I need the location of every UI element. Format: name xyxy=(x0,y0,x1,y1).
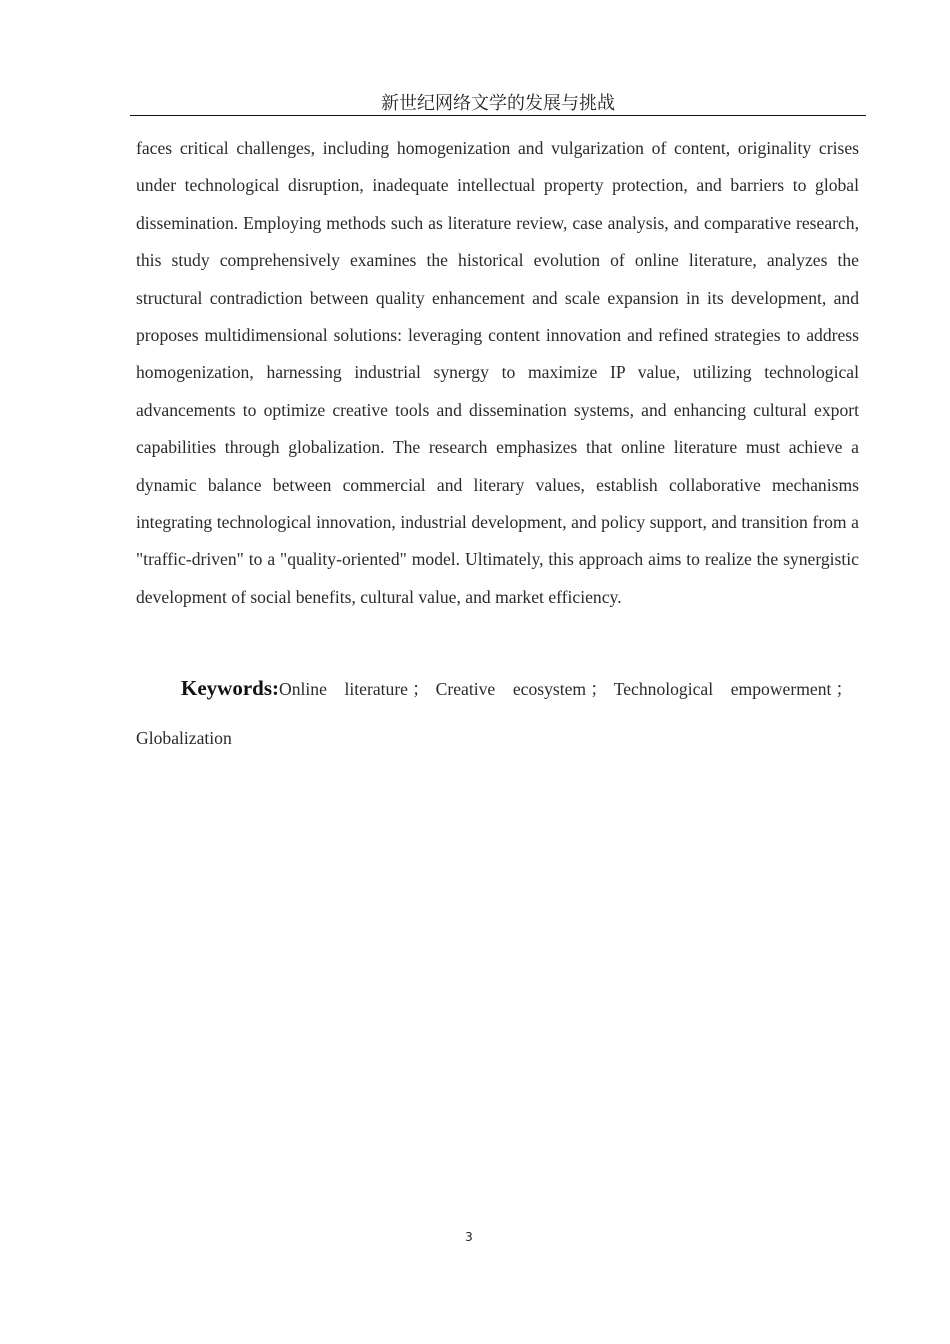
keyword-item: Globalization xyxy=(136,728,232,748)
keyword-separator: ； xyxy=(412,679,430,699)
header-divider xyxy=(130,115,866,116)
keyword-separator: ； xyxy=(835,679,853,699)
abstract-paragraph: faces critical challenges, including homogenization and vulgarization of content, originality crises under technological disruption, inadequate intellectual property protection, and barriers to global dissemination. Employing methods such as literature review, case analysis, and comparative research, this study comprehensively examines the historical evolution of online literature, analyzes the structural contradiction between quality enhancement and scale expansion in its development, and proposes multidimensional solutions: leveraging content innovation and refined strategies to address homogenization, harnessing industrial synergy to maximize IP value, utilizing technological advancements to optimize creative tools and dissemination systems, and enhancing cultural export capabilities through globalization. The research emphasizes that online literature must achieve a dynamic balance between commercial and literary values, establish collaborative mechanisms integrating technological innovation, industrial development, and policy support, and transition from a "traffic-driven" to a "quality-oriented" model. Ultimately, this approach aims to realize the synergistic development of social benefits, cultural value, and market efficiency. xyxy=(136,138,859,607)
keyword-item: Online literature xyxy=(279,679,408,699)
keyword-item: Technological empowerment xyxy=(613,679,832,699)
page-number: 3 xyxy=(465,1230,473,1244)
keywords-line xyxy=(136,664,859,763)
keyword-separator: ； xyxy=(590,679,608,699)
keywords-label: Keywords: xyxy=(181,676,279,700)
running-header-title: 新世纪网络文学的发展与挑战 xyxy=(381,93,615,114)
keyword-item: Creative ecosystem xyxy=(435,679,587,699)
